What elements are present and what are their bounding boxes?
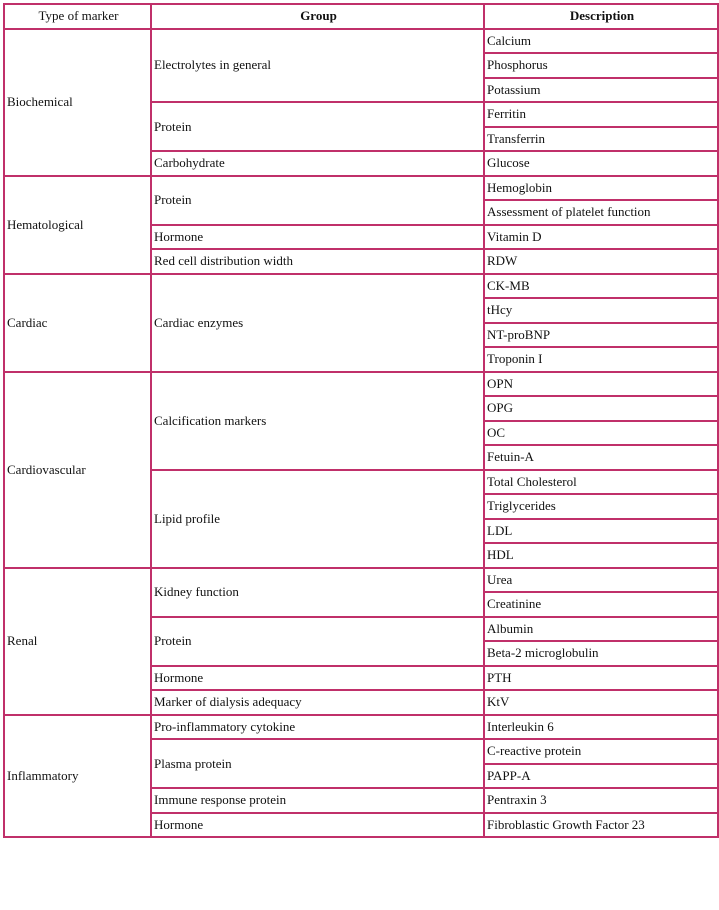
description-cell: PTH [484,666,718,691]
group-cell: Protein [151,176,484,225]
description-cell: Ferritin [484,102,718,127]
type-cell: Renal [4,568,151,715]
type-cell: Cardiovascular [4,372,151,568]
description-cell: Triglycerides [484,494,718,519]
description-cell: Hemoglobin [484,176,718,201]
description-cell: LDL [484,519,718,544]
group-cell: Marker of dialysis adequacy [151,690,484,715]
group-cell: Immune response protein [151,788,484,813]
description-cell: Interleukin 6 [484,715,718,740]
header-row [4,4,718,29]
description-cell: Transferrin [484,127,718,152]
table-row [4,176,718,201]
description-cell: OPN [484,372,718,397]
table-row [4,29,718,54]
group-cell: Pro-inflammatory cytokine [151,715,484,740]
group-cell: Cardiac enzymes [151,274,484,372]
group-cell: Hormone [151,225,484,250]
description-cell: Beta-2 microglobulin [484,641,718,666]
description-cell: OPG [484,396,718,421]
group-cell: Calcification markers [151,372,484,470]
description-cell: RDW [484,249,718,274]
description-cell: PAPP-A [484,764,718,789]
header-description: Description [484,4,718,29]
table-container [3,3,719,838]
description-cell: C-reactive protein [484,739,718,764]
table-row [4,372,718,397]
type-cell: Inflammatory [4,715,151,838]
group-cell: Carbohydrate [151,151,484,176]
description-cell: Phosphorus [484,53,718,78]
description-cell: Vitamin D [484,225,718,250]
description-cell: Assessment of platelet function [484,200,718,225]
description-cell: OC [484,421,718,446]
table-row [4,274,718,299]
group-cell: Red cell distribution width [151,249,484,274]
table-row [4,568,718,593]
group-cell: Protein [151,102,484,151]
markers-table [3,3,719,838]
description-cell: Calcium [484,29,718,54]
type-cell: Cardiac [4,274,151,372]
description-cell: Urea [484,568,718,593]
description-cell: HDL [484,543,718,568]
group-cell: Protein [151,617,484,666]
group-cell: Hormone [151,666,484,691]
description-cell: KtV [484,690,718,715]
description-cell: Albumin [484,617,718,642]
type-cell: Hematological [4,176,151,274]
table-row [4,715,718,740]
description-cell: CK-MB [484,274,718,299]
header-type: Type of marker [4,4,151,29]
group-cell: Hormone [151,813,484,838]
description-cell: Glucose [484,151,718,176]
description-cell: Troponin I [484,347,718,372]
description-cell: Potassium [484,78,718,103]
type-cell: Biochemical [4,29,151,176]
group-cell: Electrolytes in general [151,29,484,103]
group-cell: Kidney function [151,568,484,617]
description-cell: Fetuin-A [484,445,718,470]
description-cell: tHcy [484,298,718,323]
group-cell: Plasma protein [151,739,484,788]
group-cell: Lipid profile [151,470,484,568]
description-cell: Total Cholesterol [484,470,718,495]
description-cell: NT-proBNP [484,323,718,348]
description-cell: Fibroblastic Growth Factor 23 [484,813,718,838]
description-cell: Creatinine [484,592,718,617]
header-group: Group [151,4,484,29]
description-cell: Pentraxin 3 [484,788,718,813]
